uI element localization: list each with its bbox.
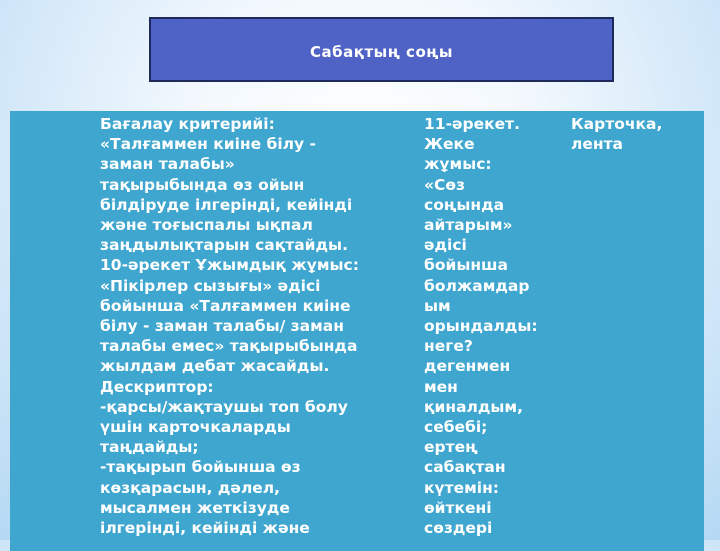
table-cell-individual-work: 11-әрекет. Жеке жұмыс: «Сөз соңында айтарым» әдісі бойынша болжамдар ым орындалды: неге? дегенмен мен қиналдым, себебі; ертең сабақтан күтемін: өйткені сөздері xyxy=(424,115,538,538)
table-cell-assessment: Бағалау критерийі: «Талғаммен киіне білу - заман талабы» тақырыбында өз ойын білдіруде ілгерінді, кейінді және тоғыспалы ықпал заңдылықтарын сақтайды. 10-әрекет Ұжымдық жұмыс: «Пікірлер сызығы» әдісі бойынша «Талғаммен киіне білу - заман талабы/ заман талабы емес» тақырыбында жылдам дебат жасайды. Дескриптор: -қарсы/жақтаушы топ болу үшін карточкаларды таңдайды; -тақырып бойынша өз көзқарасын, дәлел, мысалмен жеткізуде ілгерінді, кейінді және xyxy=(100,115,359,538)
table-cell-resources: Карточка, лента xyxy=(571,115,663,154)
slide-title: Сабақтың соңы xyxy=(310,42,453,61)
lesson-table xyxy=(10,111,704,551)
slide-title-box xyxy=(149,17,614,82)
